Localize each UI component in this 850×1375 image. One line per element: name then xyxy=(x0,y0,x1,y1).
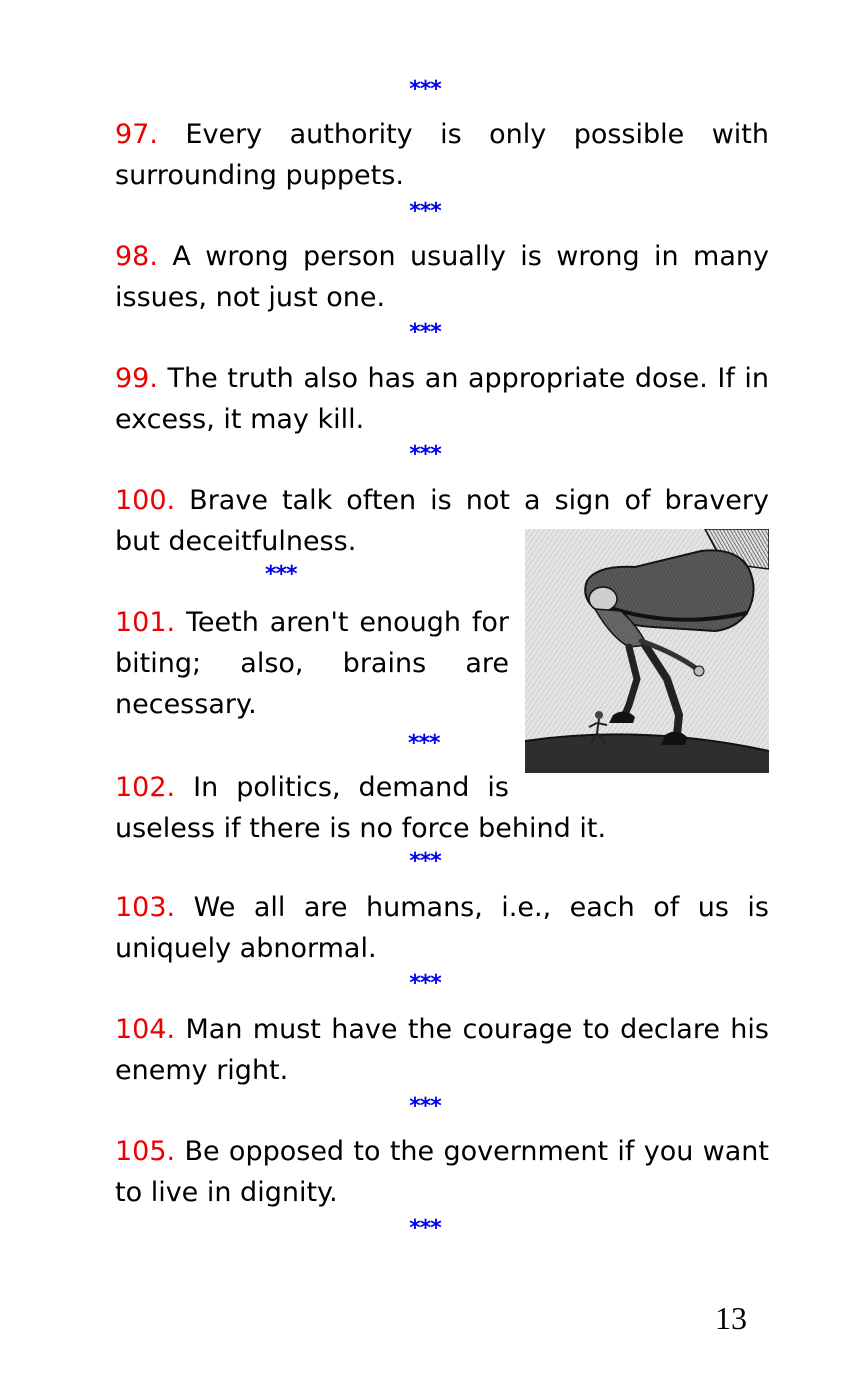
illustrated-block xyxy=(115,480,769,849)
aphorism-text: We all are humans, i.e., each of us is uniquely abnormal. xyxy=(115,892,769,964)
aphorism-number: 98. xyxy=(115,241,158,272)
boot-stepping-illustration xyxy=(525,529,769,773)
aphorism-99 xyxy=(115,358,769,440)
aphorism-number: 97. xyxy=(115,119,158,150)
aphorism-103 xyxy=(115,887,769,969)
aphorism-number: 104. xyxy=(115,1014,176,1045)
separator: *** xyxy=(409,971,441,996)
aphorism-text: Man must have the courage to declare his enemy right. xyxy=(115,1014,769,1086)
separator: *** xyxy=(409,199,441,224)
separator: *** xyxy=(265,562,297,587)
aphorism-97 xyxy=(115,114,769,196)
aphorism-text: A wrong person usually is wrong in many issues, not just one. xyxy=(115,241,769,313)
aphorism-104 xyxy=(115,1009,769,1091)
aphorism-text: Brave talk often is not a sign of bravery but deceitfulness. xyxy=(115,485,769,557)
separator: *** xyxy=(409,442,441,467)
separator: *** xyxy=(409,1216,441,1241)
aphorism-number: 105. xyxy=(115,1136,176,1167)
aphorism-text: Every authority is only possible with surrounding puppets. xyxy=(115,119,769,191)
separator: *** xyxy=(408,731,440,756)
aphorism-number: 102. xyxy=(115,772,176,803)
separator: *** xyxy=(409,849,441,874)
aphorism-number: 101. xyxy=(115,607,176,638)
aphorism-text: The truth also has an appropriate dose. If in excess, it may kill. xyxy=(115,363,769,435)
aphorism-text: Teeth aren't enough for biting; also, brains are necessary. xyxy=(115,607,509,720)
aphorism-text: Be opposed to the government if you want to live in dignity. xyxy=(115,1136,769,1208)
aphorism-number: 99. xyxy=(115,363,158,394)
aphorism-number: 100. xyxy=(115,485,176,516)
separator: *** xyxy=(409,320,441,345)
separator: *** xyxy=(409,1094,441,1119)
aphorism-98 xyxy=(115,236,769,318)
separator: *** xyxy=(409,77,441,102)
aphorism-text: In politics, demand is useless if there is no force behind it. xyxy=(115,772,607,844)
page-number: 13 xyxy=(715,1300,747,1336)
aphorism-number: 103. xyxy=(115,892,176,923)
aphorism-105 xyxy=(115,1131,769,1213)
